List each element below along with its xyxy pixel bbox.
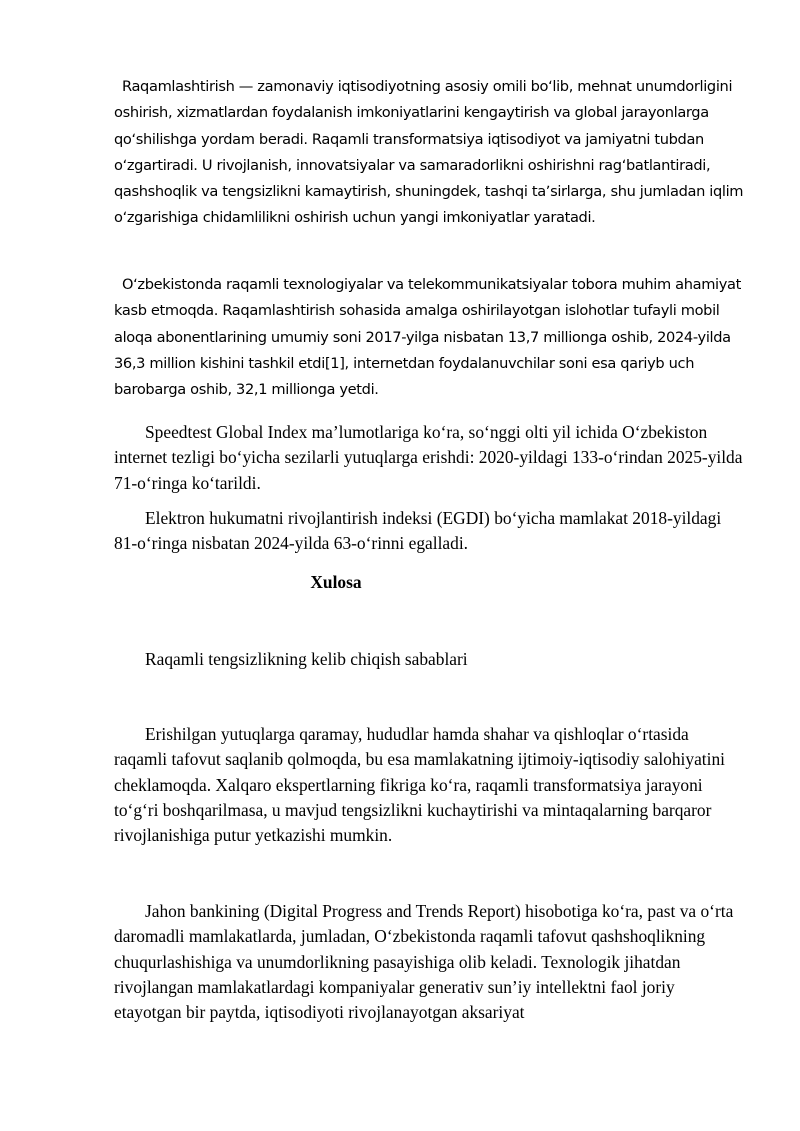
paragraph-regional-gap: Erishilgan yutuqlarga qaramay, hududlar hamda shahar va qishloqlar o‘rtasida raqamli tafovut saqlanib qolmoqda, bu esa mamlakatning ijtimoiy-iqtisodiy salohiyatini cheklamoqda. Xalqaro ekspertlarning fikriga ko‘ra, raqamli transformatsiya jarayoni to‘g‘ri boshqarilmasa, u mavjud tengsizlikni kuchaytirishi va mintaqalarning barqaror rivojlanishiga putur yetkazishi mumkin.: [114, 724, 725, 846]
paragraph-uzbekistan-telecom: Oʻzbekistonda raqamli texnologiyalar va telekommunikatsiyalar tobora muhim ahamiyat kasb etmoqda. Raqamlashtirish sohasida amalga oshirilayotgan islohotlar tufayli mobil aloqa abonentlarining umumiy soni 2017-yilga nisbatan 13,7 millionga oshib, 2024-yilda 36,3 million kishini tashkil etdi[1], internetdan foydalanuvchilar soni esa qariyb uch barobarga oshib, 32,1 millionga yetdi.: [114, 276, 742, 399]
section-heading-xulosa: Xulosa: [310, 572, 362, 592]
paragraph-speedtest-index: Speedtest Global Index ma’lumotlariga ko‘ra, so‘nggi olti yil ichida O‘zbekiston internet tezligi bo‘yicha sezilarli yutuqlarga erishdi: 2020-yildagi 133-o‘rindan 2025-yilda 71-o‘ringa ko‘tarildi.: [114, 422, 743, 493]
paragraph-subheading-causes: Raqamli tengsizlikning kelib chiqish sabablari: [145, 649, 468, 669]
paragraph-egdi-index: Elektron hukumatni rivojlantirish indeksi (EGDI) bo‘yicha mamlakat 2018-yildagi 81-o‘ringa nisbatan 2024-yilda 63-o‘rinni egalladi.: [114, 508, 722, 554]
paragraph-digitalization-intro: Raqamlashtirish — zamonaviy iqtisodiyotning asosiy omili boʻlib, mehnat unumdorligini oshirish, xizmatlardan foydalanish imkoniyatlarini kengaytirish va global jarayonlarga qoʻshilishga yordam beradi. Raqamli transformatsiya iqtisodiyot va jamiyatni tubdan oʻzgartiradi. U rivojlanish, innovatsiyalar va samaradorlikni oshirishni ragʻbatlantiradi, qashshoqlik va tengsizlikni kamaytirish, shuningdek, tashqi taʼsirlarga, shu jumladan iqlim oʻzgarishiga chidamlilikni oshirish uchun yangi imkoniyatlar yaratadi.: [114, 78, 744, 227]
paragraph-world-bank-report: Jahon bankining (Digital Progress and Trends Report) hisobotiga ko‘ra, past va o‘rta daromadli mamlakatlarda, jumladan, O‘zbekistonda raqamli tafovut qashshoqlikning chuqurlashishiga va unumdorlikning pasayishiga olib keladi. Texnologik jihatdan rivojlangan mamlakatlardagi kompaniyalar generativ sun’iy intellektni faol joriy etayotgan bir paytda, iqtisodiyoti rivojlanayotgan aksariyat: [114, 901, 734, 1023]
